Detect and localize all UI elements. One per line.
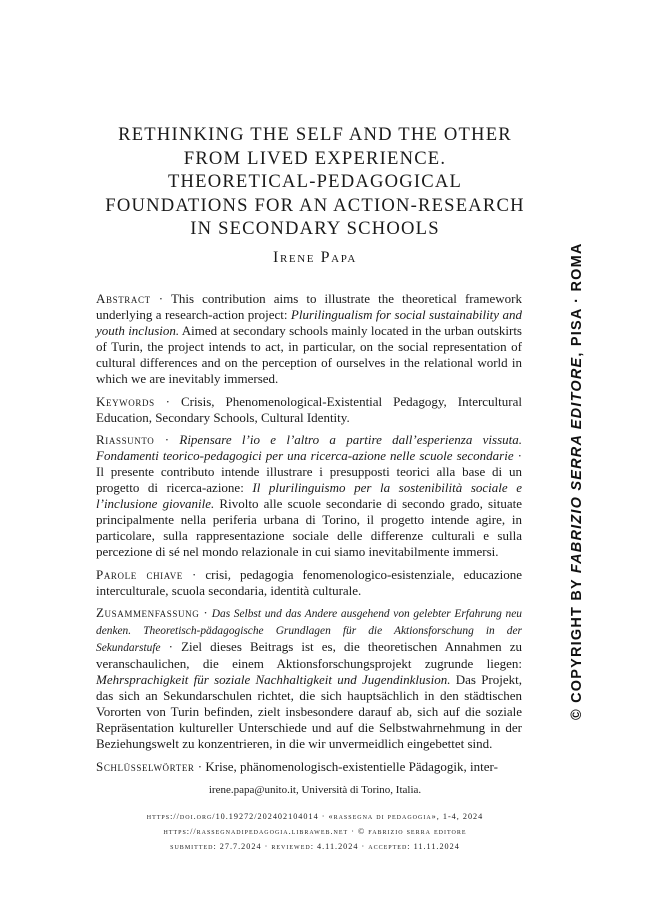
abstract-text-cont: Aimed at secondary schools mainly located in the urban outskirts of Turin, the project intends to act, in particular, on the social representation of cultural differences and on the perception of ourselves in the relational world in which we are inevitably immersed.: [96, 323, 522, 387]
riassunto-label: Riassunto: [96, 431, 155, 447]
schluesselwoerter-label: Schlüsselwörter: [96, 758, 195, 774]
separator: ·: [194, 758, 206, 774]
zusammenfassung-text: Ziel dieses Beitrags ist es, die theoretischen Annahmen zu veranschaulichen, die einem Aktionsforschungsprojekt zugrunde liegen:: [96, 638, 522, 671]
separator: ·: [160, 638, 182, 654]
abstract-label: Abstract: [96, 291, 151, 306]
zusammenfassung-title: Das Selbst und das Andere ausgehend von gelebter Erfahrung neu denken. Theoretisch-pädagogische Grundlagen für die Aktionsforschung in der Sekundarstufe: [96, 607, 522, 654]
parole-chiave-text: crisi, pedagogia fenomenologico-esistenziale, educazione interculturale, scuola secondaria, identità culturale.: [96, 566, 522, 598]
schluesselwoerter-paragraph: [96, 759, 522, 775]
zusammenfassung-label: Zusammenfassung: [96, 604, 200, 620]
riassunto-text: Il presente contributo intende illustrare i presupposti teorici alla base di un progetto di ricerca-azione:: [96, 463, 522, 496]
copyright-prefix: © COPYRIGHT BY: [569, 573, 585, 720]
doi-line: https://doi.org/10.19272/202402104014 · «rassegna di pedagogia», 1-4, 2024: [146, 812, 484, 821]
project-title-de: Mehrsprachigkeit für soziale Nachhaltigkeit und Jugendinklusion.: [96, 672, 451, 688]
title-line: FROM LIVED EXPERIENCE.: [183, 147, 447, 169]
copyright-notice: [567, 210, 587, 720]
separator: ·: [150, 291, 171, 306]
zusammenfassung-text-cont: Das Projekt, das sich an Sekundarschulen richtet, die sich hauptsächlich in den städtischen Vororten von Turin befinden, zielt insbesondere darauf ab, sich auf die soziale Repräsentation kultureller Unterschiede und auf die Selbstwahrnehmung in der Beziehungswelt zu konzentrieren, in die wir unvermeidlich eingebettet sind.: [96, 672, 522, 752]
zusammenfassung-paragraph: [96, 605, 522, 753]
separator: ·: [513, 447, 522, 463]
separator: ·: [182, 566, 206, 582]
separator: ·: [154, 431, 180, 447]
journal-site-line: https://rassegnadipedagogia.libraweb.net · © fabrizio serra editore: [163, 827, 467, 836]
article-title: [60, 123, 570, 241]
copyright-suffix: , PISA · ROMA: [569, 242, 585, 357]
abstract-paragraph: [96, 291, 522, 388]
separator: ·: [154, 393, 181, 409]
abstract-text: This contribution aims to illustrate the theoretical framework underlying a research-action project:: [96, 291, 522, 323]
title-line: RETHINKING THE SELF AND THE OTHER: [118, 124, 512, 145]
schluesselwoerter-text: Krise, phänomenologisch-existentielle Pädagogik, inter-: [205, 758, 498, 774]
riassunto-title: Ripensare l’io e l’altro a partire dall’esperienza vissuta. Fondamenti teorico-pedagogici per una ricerca-azione nelle scuole secondarie: [96, 431, 522, 463]
title-line: THEORETICAL-PEDAGOGICAL: [167, 171, 463, 193]
title-line: FOUNDATIONS FOR AN ACTION-RESEARCH: [105, 194, 525, 216]
separator: ·: [199, 604, 212, 620]
riassunto-text-cont: Rivolto alle scuole secondarie di secondo grado, situate principalmente nella periferia urbana di Torino, il progetto intende agire, in particolare, sulla rappresentazione sociale delle differenze culturali e sulla percezione di sé nel mondo relazionale in cui siamo inevitabilmente immersi.: [96, 496, 522, 560]
author-affiliation: irene.papa@unito.it, Università di Torino, Italia.: [208, 784, 422, 796]
parole-chiave-label: Parole chiave: [96, 566, 183, 582]
copyright-publisher: FABRIZIO SERRA EDITORE: [569, 356, 585, 574]
author-name: Irene Papa: [273, 249, 357, 266]
riassunto-paragraph: [96, 432, 522, 561]
submission-dates-line: submitted: 27.7.2024 · reviewed: 4.11.2024 · accepted: 11.11.2024: [170, 842, 460, 851]
title-line: IN SECONDARY SCHOOLS: [190, 218, 440, 240]
parole-chiave-paragraph: [96, 567, 522, 599]
project-title-it: Il plurilinguismo per la sostenibilità sociale e l’inclusione giovanile.: [96, 480, 522, 512]
keywords-text: Crisis, Phenomenological-Existential Pedagogy, Intercultural Education, Secondary Schools, Cultural Identity.: [96, 393, 522, 425]
keywords-label: Keywords: [96, 393, 155, 409]
abstracts-section: [96, 291, 522, 781]
keywords-paragraph: [96, 394, 522, 426]
project-title-en: Plurilingualism for social sustainability and youth inclusion.: [96, 307, 522, 339]
